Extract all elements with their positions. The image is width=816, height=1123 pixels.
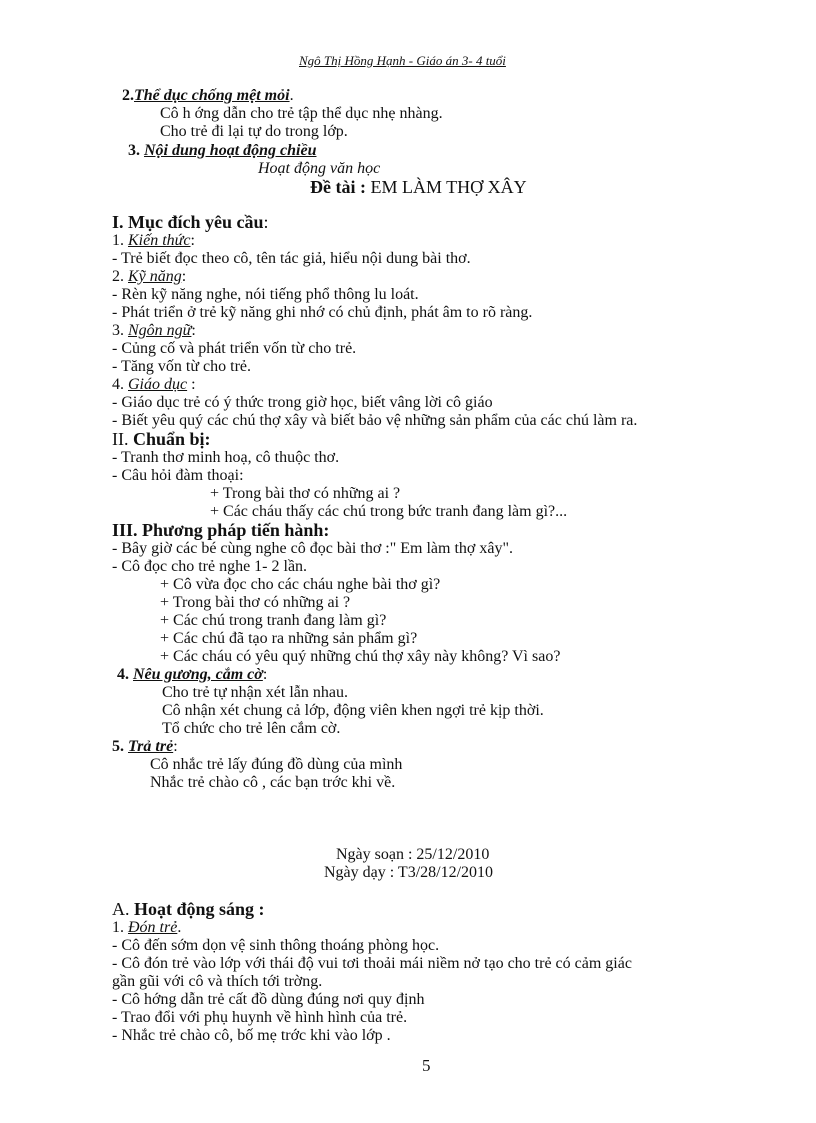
activity-label: Hoạt động văn học [258,160,381,177]
list-item: gần gũi với cô và thích tới trờng. [112,973,323,990]
list-item: - Củng cố và phát triển vốn từ cho trẻ. [112,340,357,357]
list-item: - Tranh thơ minh hoạ, cô thuộc thơ. [112,449,340,466]
k3-heading: 3. Ngôn ngữ: [112,322,196,339]
list-item: - Câu hỏi đàm thoại: [112,467,244,484]
list-item: - Cô đến sớm dọn vệ sinh thông thoáng phòng học. [112,937,440,954]
sub-item: + Các chú đã tạo ra những sản phẩm gì? [160,630,418,647]
k1-heading: 1. Kiến thức: [112,232,195,249]
part-1-heading: I. Mục đích yêu cầu: [112,212,269,232]
list-item: - Cô đón trẻ vào lớp với thái độ vui tơi thoải mái niềm nở tạo cho trẻ có cảm giác [112,955,632,972]
list-item: - Bây giờ các bé cùng nghe cô đọc bài thơ :" Em làm thợ xây". [112,540,513,557]
part-2-heading: II. Chuẩn bị: [112,429,211,449]
part-a-heading: A. Hoạt động sáng : [112,899,265,919]
list-item: - Trẻ biết đọc theo cô, tên tác giả, hiểu nội dung bài thơ. [112,250,471,267]
date-prepared: Ngày soạn : 25/12/2010 [336,846,490,863]
sub-item: + Trong bài thơ có những ai ? [210,485,401,502]
list-item: - Cô đọc cho trẻ nghe 1- 2 lần. [112,558,308,575]
a1-heading: 1. Đón trẻ. [112,919,182,936]
sub-item: + Các chú trong tranh đang làm gì? [160,612,387,629]
section-4-line: Tổ chức cho trẻ lên cắm cờ. [162,720,341,737]
k2-heading: 2. Kỹ năng: [112,268,187,285]
list-item: - Rèn kỹ năng nghe, nói tiếng phổ thông lu loát. [112,286,419,303]
section-2-line: Cô h ớng dẫn cho trẻ tập thể dục nhẹ nhàng. [160,105,443,122]
list-item: - Giáo dục trẻ có ý thức trong giờ học, biết vâng lời cô giáo [112,394,493,411]
list-item: - Nhắc trẻ chào cô, bố mẹ trớc khi vào lớp . [112,1027,391,1044]
section-3-heading: 3. Nội dung hoạt động chiều [128,142,317,159]
date-taught: Ngày dạy : T3/28/12/2010 [324,864,494,881]
section-5-line: Cô nhắc trẻ lấy đúng đồ dùng của mình [150,756,403,773]
page-number: 5 [422,1056,431,1075]
k4-heading: 4. Giáo dục : [112,376,196,393]
sub-item: + Cô vừa đọc cho các cháu nghe bài thơ gì? [160,576,441,593]
list-item: - Tăng vốn từ cho trẻ. [112,358,252,375]
sub-item: + Trong bài thơ có những ai ? [160,594,351,611]
section-2-heading: 2.Thể dục chống mệt mỏi. [122,87,294,104]
section-4-line: Cho trẻ tự nhận xét lẫn nhau. [162,684,348,701]
list-item: - Phát triển ở trẻ kỹ năng ghi nhớ có chủ định, phát âm to rõ ràng. [112,304,533,321]
topic-title: Đề tài : EM LÀM THỢ XÂY [310,177,527,197]
section-5-line: Nhắc trẻ chào cô , các bạn trớc khi về. [150,774,396,791]
page-header: Ngô Thị Hồng Hạnh - Giáo án 3- 4 tuổi [299,53,506,68]
list-item: - Trao đổi với phụ huynh về hình hình của trẻ. [112,1009,408,1026]
list-item: - Cô hớng dẫn trẻ cất đồ dùng đúng nơi quy định [112,991,425,1008]
part-3-heading: III. Phương pháp tiến hành: [112,520,330,540]
list-item: - Biết yêu quý các chú thợ xây và biết bảo vệ những sản phẩm của các chú làm ra. [112,412,638,429]
sub-item: + Các cháu thấy các chú trong bức tranh đang làm gì?... [210,503,568,520]
section-4-line: Cô nhận xét chung cả lớp, động viên khen ngợi trẻ kịp thời. [162,702,544,719]
section-2-line: Cho trẻ đi lại tự do trong lớp. [160,123,348,140]
section-5-heading: 5. Trả trẻ: [112,738,178,755]
section-4-heading: 4. Nêu gương, cắm cờ: [117,666,268,683]
sub-item: + Các cháu có yêu quý những chú thợ xây này không? Vì sao? [160,648,561,665]
